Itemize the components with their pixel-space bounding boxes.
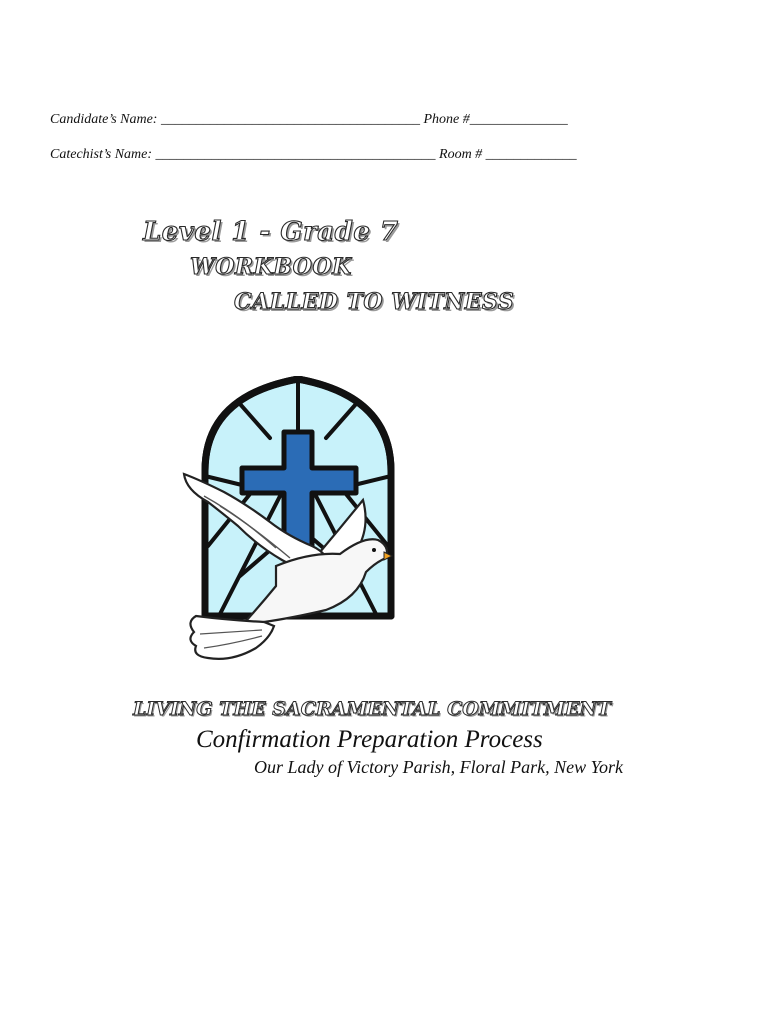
catechist-name-field-line: Catechist’s Name: ________________________________________ Room # _____________ xyxy=(50,147,577,162)
level-grade-title: Level 1 - Grade 7 xyxy=(143,217,399,247)
workbook-title: WORKBOOK xyxy=(190,254,352,280)
candidate-name-field-line: Candidate’s Name: _____________________________________ Phone #______________ xyxy=(50,112,568,127)
parish-name: Our Lady of Victory Parish, Floral Park, New York xyxy=(254,757,623,777)
process-subtitle: Confirmation Preparation Process xyxy=(196,726,543,753)
called-to-witness-title: CALLED TO WITNESS xyxy=(234,289,515,315)
program-title: LIVING THE SACRAMENTAL COMMITMENT xyxy=(133,698,611,720)
stained-glass-window-cross-dove-icon xyxy=(180,376,400,671)
